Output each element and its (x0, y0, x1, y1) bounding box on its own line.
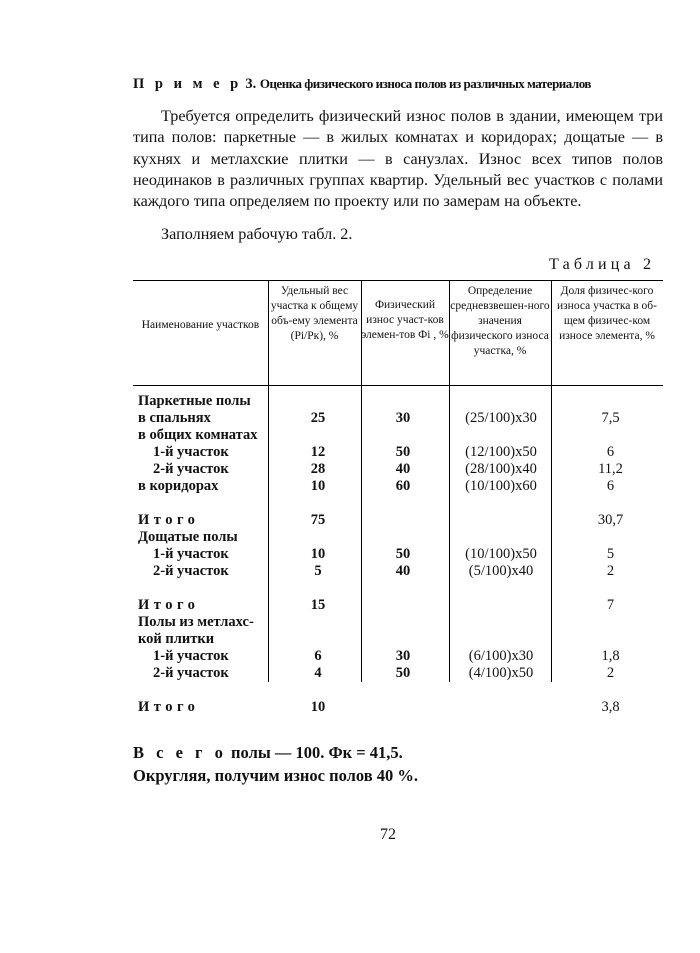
table-header-rule (133, 385, 663, 386)
table-row (133, 597, 663, 614)
table-row (133, 410, 663, 427)
intro-paragraph: Требуется определить физический износ полов в здании, имеющем три типа полов: паркетные — в жилых комнатах и коридорах; дощатые — в кухнях и метлахские плитки — в санузлах. Износ всех типов полов неодинаков в различных группах квартир. Удельный вес участков с полами каждого типа определяем по проекту или по замерам на объекте. (133, 107, 663, 211)
row-weight: 28 (310, 461, 326, 477)
row-weight: 15 (310, 597, 326, 613)
row-determination: (5/100)x40 (468, 563, 534, 579)
table-row (133, 529, 663, 546)
row-name: в коридорах (138, 478, 219, 494)
row-share: 7,5 (601, 410, 620, 426)
row-name: 2-й участок (153, 563, 229, 579)
row-share: 1,8 (601, 648, 620, 664)
row-weight: 6 (314, 648, 322, 664)
example-number: 3. (245, 76, 257, 92)
row-name: Итого (138, 699, 200, 715)
table-row (133, 427, 663, 444)
page-number: 72 (380, 826, 396, 843)
row-determination: (10/100)x50 (465, 546, 537, 562)
row-name: Дощатые полы (138, 529, 238, 545)
table-top-rule (133, 280, 663, 281)
row-weight: 4 (314, 665, 322, 681)
row-weight: 25 (310, 410, 326, 426)
table-row (133, 546, 663, 563)
row-name: в общих комнатах (138, 427, 258, 443)
table-row (133, 699, 663, 716)
row-name: Полы из метлахс- (138, 614, 254, 630)
row-share: 7 (606, 597, 615, 613)
table-row (133, 648, 663, 665)
row-share: 30,7 (597, 512, 624, 528)
row-weight: 75 (310, 512, 326, 528)
row-determination: (12/100)x50 (465, 444, 537, 460)
table-row (133, 614, 663, 631)
table-row (133, 393, 663, 410)
row-weight: 12 (310, 444, 326, 460)
row-determination: (10/100)x60 (465, 478, 537, 494)
row-share: 3,8 (601, 699, 620, 715)
table-row (133, 478, 663, 495)
example-title: Оценка физического износа полов из различных материалов (259, 76, 591, 91)
row-wear: 40 (395, 461, 411, 477)
row-share: 6 (606, 444, 615, 460)
row-name: в спальнях (138, 410, 211, 426)
row-weight: 10 (310, 546, 326, 562)
row-determination: (4/100)x50 (468, 665, 534, 681)
table-row (133, 461, 663, 478)
table-row (133, 665, 663, 682)
row-name: 2-й участок (153, 461, 229, 477)
row-wear: 40 (395, 563, 411, 579)
row-wear: 60 (395, 478, 411, 494)
row-share: 2 (606, 665, 615, 681)
header-determination: Определение средневзвешен-ного значения физического износа участка, % (450, 285, 550, 357)
total-text: полы — 100. Фк = 41,5. (231, 743, 403, 762)
row-wear: 50 (395, 444, 411, 460)
row-wear: 50 (395, 665, 411, 681)
table-row (133, 631, 663, 648)
row-determination: (28/100)x40 (465, 461, 537, 477)
example-prefix: П р и м е р (133, 76, 242, 92)
row-weight: 10 (310, 478, 326, 494)
header-share: Доля физичес-кого износа участка в об-щем физичес-ком износе элемента, % (556, 285, 657, 342)
header-wear: Физический износ участ-ков элемен-тов Фi , % (361, 299, 449, 341)
row-name: 1-й участок (153, 546, 229, 562)
row-name: 1-й участок (153, 648, 229, 664)
row-name: кой плитки (138, 631, 215, 647)
row-weight: 5 (314, 563, 322, 579)
row-share: 2 (606, 563, 615, 579)
row-wear: 30 (395, 648, 411, 664)
row-name: Итого (138, 597, 200, 613)
row-name: Итого (138, 512, 200, 528)
table-row (133, 563, 663, 580)
row-share: 6 (606, 478, 615, 494)
row-name: 1-й участок (153, 444, 229, 460)
table-row (133, 512, 663, 529)
row-wear: 50 (395, 546, 411, 562)
row-determination: (25/100)x30 (465, 410, 537, 426)
row-name: 2-й участок (153, 665, 229, 681)
row-wear: 30 (395, 410, 411, 426)
table-row (133, 444, 663, 461)
example-heading (133, 76, 663, 93)
header-weight: Удельный вес участка к общему объ-ему элемента (Pi/Pк), % (270, 285, 359, 342)
rounding-line: Округляя, получим износ полов 40 %. (133, 766, 419, 785)
row-weight: 10 (310, 699, 326, 715)
total-label: В с е г о (133, 743, 227, 762)
table-intro-paragraph: Заполняем рабочую табл. 2. (161, 225, 353, 243)
total-line (133, 743, 403, 763)
row-share: 11,2 (598, 461, 623, 477)
row-name: Паркетные полы (138, 393, 251, 409)
table-caption: Таблица 2 (549, 256, 656, 273)
row-share: 5 (606, 546, 615, 562)
row-determination: (6/100)x30 (468, 648, 534, 664)
header-name: Наименование участков (141, 319, 260, 331)
